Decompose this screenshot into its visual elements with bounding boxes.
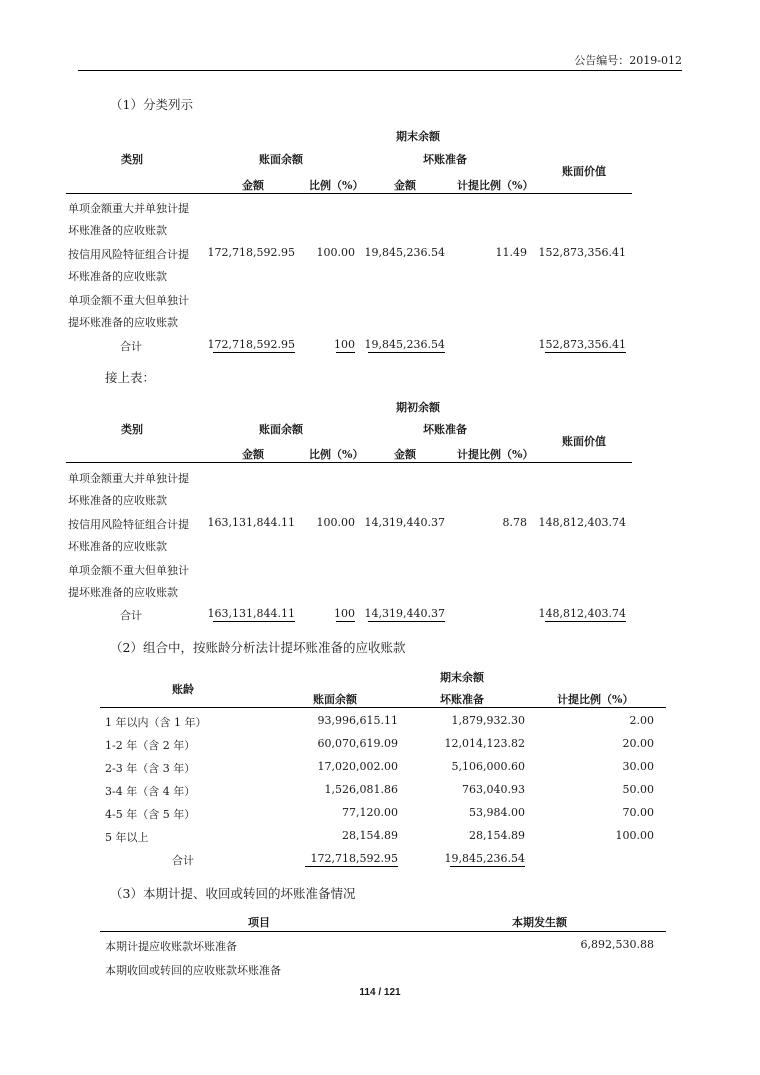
total-amount: 172,718,592.95 <box>207 338 295 351</box>
bad-amount-cell: 14,319,440.37 <box>364 516 445 529</box>
balance-cell: 60,070,619.09 <box>317 737 398 750</box>
balance-cell: 77,120.00 <box>342 806 398 819</box>
ratio-cell: 100.00 <box>316 516 355 529</box>
amount-cell: 163,131,844.11 <box>207 516 295 529</box>
ratio-cell: 50.00 <box>622 783 654 796</box>
section3-title: （3）本期计提、收回或转回的坏账准备情况 <box>110 886 356 901</box>
page-number: 114 / 121 <box>359 987 401 998</box>
row-label: 提坏账准备的应收账款 <box>68 316 178 329</box>
row-label: 坏账准备的应收账款 <box>68 270 167 283</box>
item-cell: 本期收回或转回的应收账款坏账准备 <box>105 964 281 977</box>
row-label: 按信用风险特征组合计提 <box>68 248 189 261</box>
underline <box>368 352 445 353</box>
group-title: 期初余额 <box>396 401 440 414</box>
amount-cell: 172,718,592.95 <box>207 246 295 259</box>
table-rule <box>66 462 632 463</box>
bad-cell: 5,106,000.60 <box>451 760 525 773</box>
announcement-code: 公告编号：2019-012 <box>574 54 682 67</box>
sub-ratio: 比例（%） <box>309 179 364 192</box>
row-label: 单项金额不重大但单独计 <box>68 294 189 307</box>
section1-title: （1）分类列示 <box>110 97 193 112</box>
ratio-cell: 70.00 <box>622 806 654 819</box>
aging-cell: 4-5 年（含 5 年） <box>105 808 196 821</box>
ratio-cell: 2.00 <box>629 714 654 727</box>
col-bad-debt: 坏账准备 <box>423 153 467 166</box>
bad-cell: 1,879,932.30 <box>451 714 525 727</box>
row-label: 坏账准备的应收账款 <box>68 494 167 507</box>
section2-title: （2）组合中，按账龄分析法计提坏账准备的应收账款 <box>110 640 406 655</box>
total-label: 合计 <box>172 854 194 867</box>
aging-cell: 1 年以内（含 1 年） <box>105 716 207 729</box>
total-balance: 172,718,592.95 <box>310 852 398 865</box>
total-ratio: 100 <box>334 607 355 620</box>
aging-cell: 3-4 年（含 4 年） <box>105 785 196 798</box>
underline <box>545 352 626 353</box>
ratio-cell: 30.00 <box>622 760 654 773</box>
sub-provision-ratio: 计提比例（%） <box>457 448 534 461</box>
book-value-cell: 152,873,356.41 <box>538 246 626 259</box>
sub-amount2: 金额 <box>394 179 416 192</box>
row-label: 坏账准备的应收账款 <box>68 224 167 237</box>
sub-amount2: 金额 <box>394 448 416 461</box>
underline <box>213 621 295 622</box>
underline <box>368 621 445 622</box>
ratio-cell: 100.00 <box>615 829 654 842</box>
balance-cell: 28,154.89 <box>342 829 398 842</box>
sub-amount: 金额 <box>242 448 264 461</box>
row-label: 坏账准备的应收账款 <box>68 540 167 553</box>
continued-label: 接上表： <box>105 370 156 385</box>
col-book-value: 账面价值 <box>562 165 606 178</box>
total-bad: 19,845,236.54 <box>444 852 525 865</box>
underline <box>213 352 295 353</box>
aging-cell: 5 年以上 <box>105 831 149 844</box>
col-book-balance: 账面余额 <box>259 423 303 436</box>
total-book-value: 148,812,403.74 <box>538 607 626 620</box>
total-label: 合计 <box>120 609 142 622</box>
balance-cell: 93,996,615.11 <box>317 714 398 727</box>
bad-cell: 763,040.93 <box>462 783 525 796</box>
ratio-cell: 100.00 <box>316 246 355 259</box>
col-bad-debt: 坏账准备 <box>423 423 467 436</box>
group-title: 期末余额 <box>440 671 484 684</box>
col-book-balance: 账面余额 <box>313 693 357 706</box>
book-value-cell: 148,812,403.74 <box>538 516 626 529</box>
col-amount: 本期发生额 <box>512 916 567 929</box>
group-title: 期末余额 <box>396 130 440 143</box>
col-category: 类别 <box>121 423 143 436</box>
underline <box>336 352 355 353</box>
prov-ratio-cell: 8.78 <box>502 516 527 529</box>
total-bad-amount: 14,319,440.37 <box>364 607 445 620</box>
row-label: 单项金额重大并单独计提 <box>68 472 189 485</box>
total-bad-amount: 19,845,236.54 <box>364 338 445 351</box>
sub-amount: 金额 <box>242 179 264 192</box>
col-book-balance: 账面余额 <box>259 153 303 166</box>
total-amount: 163,131,844.11 <box>207 607 295 620</box>
col-bad-debt: 坏账准备 <box>440 693 484 706</box>
row-label: 提坏账准备的应收账款 <box>68 586 178 599</box>
sub-provision-ratio: 计提比例（%） <box>457 179 534 192</box>
col-prov-ratio: 计提比例（%） <box>557 693 634 706</box>
bad-cell: 12,014,123.82 <box>444 737 525 750</box>
total-label: 合计 <box>120 340 142 353</box>
col-book-value: 账面价值 <box>562 435 606 448</box>
underline <box>336 621 355 622</box>
table-rule <box>100 707 666 708</box>
col-aging: 账龄 <box>172 683 194 696</box>
balance-cell: 17,020,002.00 <box>317 760 398 773</box>
table-rule <box>100 931 666 932</box>
balance-cell: 1,526,081.86 <box>324 783 398 796</box>
bad-cell: 53,984.00 <box>469 806 525 819</box>
amount-cell: 6,892,530.88 <box>580 938 654 951</box>
item-cell: 本期计提应收账款坏账准备 <box>105 940 237 953</box>
total-ratio: 100 <box>334 338 355 351</box>
total-book-value: 152,873,356.41 <box>538 338 626 351</box>
underline <box>545 621 626 622</box>
table-rule <box>66 193 632 194</box>
underline <box>305 866 398 867</box>
underline <box>450 866 525 867</box>
sub-ratio: 比例（%） <box>309 448 364 461</box>
row-label: 单项金额不重大但单独计 <box>68 564 189 577</box>
row-label: 单项金额重大并单独计提 <box>68 202 189 215</box>
prov-ratio-cell: 11.49 <box>495 246 527 259</box>
ratio-cell: 20.00 <box>622 737 654 750</box>
bad-cell: 28,154.89 <box>469 829 525 842</box>
col-item: 项目 <box>248 916 270 929</box>
bad-amount-cell: 19,845,236.54 <box>364 246 445 259</box>
aging-cell: 2-3 年（含 3 年） <box>105 762 196 775</box>
col-category: 类别 <box>121 153 143 166</box>
aging-cell: 1-2 年（含 2 年） <box>105 739 196 752</box>
header-rule <box>78 70 682 71</box>
row-label: 按信用风险特征组合计提 <box>68 518 189 531</box>
